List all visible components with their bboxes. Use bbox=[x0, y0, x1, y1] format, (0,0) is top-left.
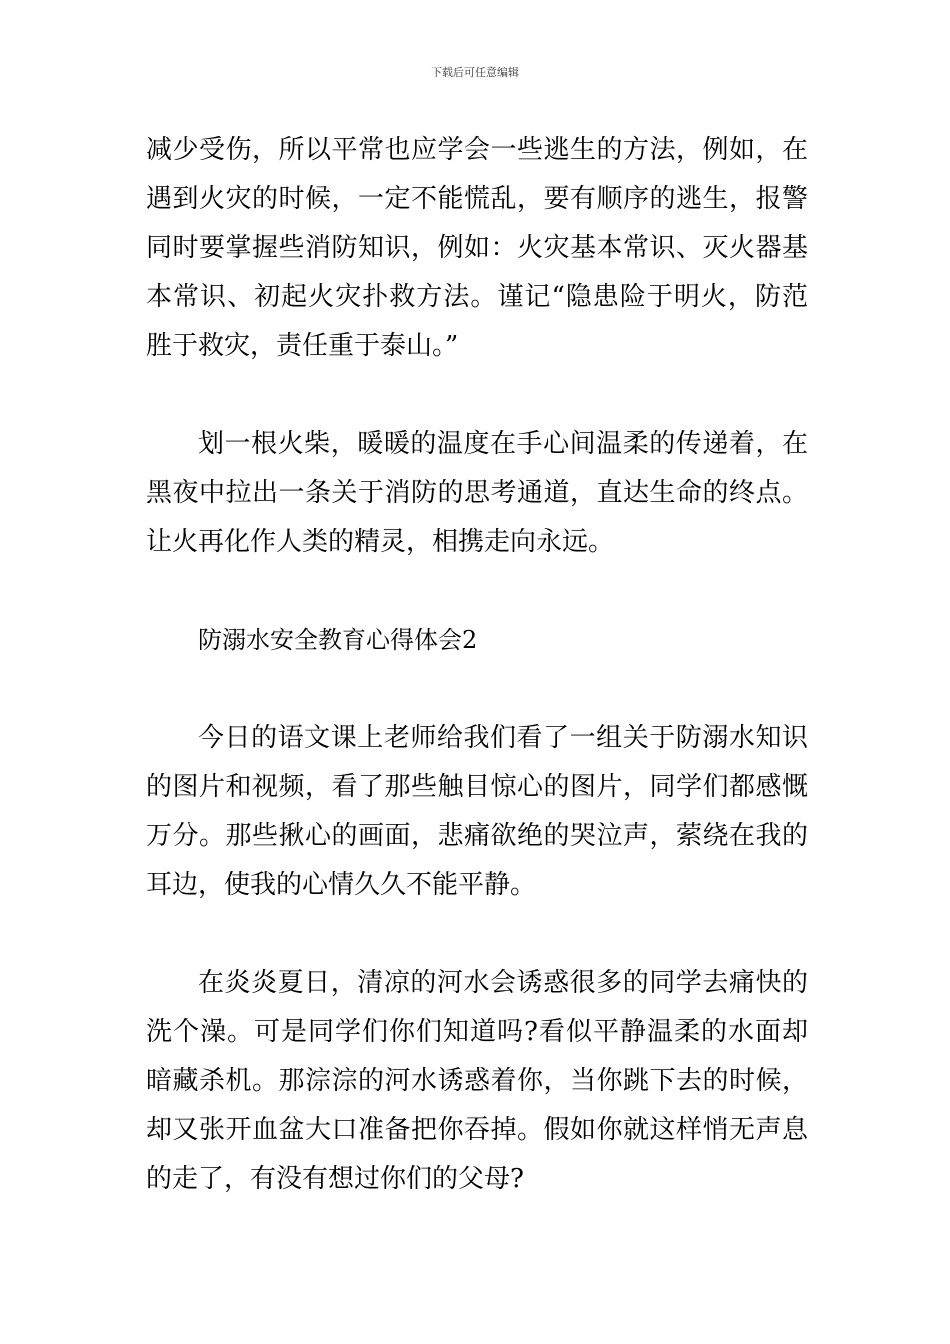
section-heading: 防溺水安全教育心得体会2 bbox=[198, 626, 478, 654]
paragraph-summer-river: 在炎炎夏日，清凉的河水会诱惑很多的同学去痛快的洗个澡。可是同学们你们知道吗?看似平静温柔的水面却暗藏杀机。那淙淙的河水诱惑着你，当你跳下去的时候，却又张开血盆大口准备把你吞掉。假如你就这样悄无声息的走了，有没有想过你们的父母? bbox=[146, 968, 808, 1194]
paragraph-chinese-class: 今日的语文课上老师给我们看了一组关于防溺水知识的图片和视频，看了那些触目惊心的图片，同学们都感慨万分。那些揪心的画面，悲痛欲绝的哭泣声，萦绕在我的耳边，使我的心情久久不能平静。 bbox=[146, 723, 808, 900]
document-body bbox=[146, 126, 808, 1253]
page-header: 下载后可任意编辑 bbox=[431, 66, 519, 79]
paragraph-match-reflection: 划一根火柴，暖暖的温度在手心间温柔的传递着，在黑夜中拉出一条关于消防的思考通道，直达生命的终点。让火再化作人类的精灵，相携走向永远。 bbox=[146, 429, 808, 557]
paragraph-fire-safety-continuation: 减少受伤，所以平常也应学会一些逃生的方法，例如，在遇到火灾的时候，一定不能慌乱，要有顺序的逃生，报警同时要掌握些消防知识，例如：火灾基本常识、灭火器基本常识、初起火灾扑救方法。谨记“隐患险于明火，防范胜于救灾，责任重于泰山。” bbox=[146, 135, 808, 361]
